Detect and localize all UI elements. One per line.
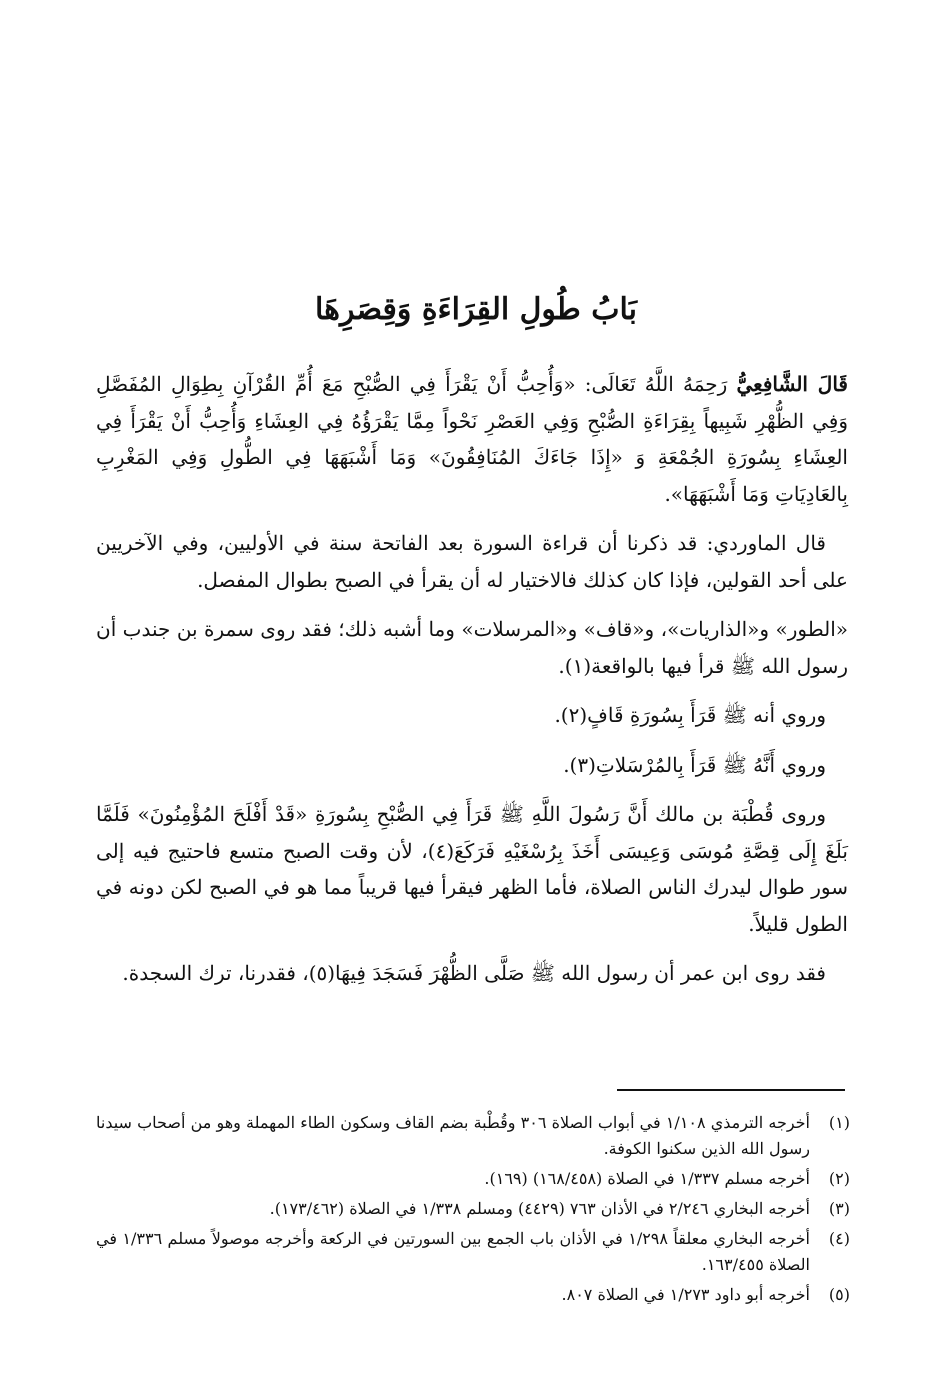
footnote: [96, 1226, 850, 1278]
paragraph-text: وروي أَنَّهُ ﷺ قَرَأَ بِالمُرْسَلاتِ(٣).: [563, 752, 826, 777]
footnote-separator: [617, 1089, 845, 1091]
paragraph: [96, 747, 848, 784]
footnote-number: (٣): [828, 1199, 850, 1218]
paragraph: [96, 697, 848, 734]
paragraph: [96, 955, 848, 992]
speaker-label: قَالَ الشَّافِعِيُّ: [736, 372, 848, 396]
main-text: [96, 366, 848, 1005]
footnote-number: (٥): [828, 1285, 850, 1304]
paragraph-text: قال الماوردي: قد ذكرنا أن قراءة السورة بعد الفاتحة سنة في الأوليين، وفي الآخريين على أحد القولين، فإذا كان كذلك فالاختيار له أن يقرأ في الصبح بطوال المفصل.: [96, 531, 848, 592]
footnote-text: أخرجه الترمذي ١/١٠٨ في أبواب الصلاة ٣٠٦ وقُطْبة بضم القاف وسكون الطاء المهملة وهو من أصحاب سيدنا رسول الله الذين سكنوا الكوفة.: [96, 1113, 811, 1158]
footnote-text: أخرجه مسلم ١/٣٣٧ في الصلاة (١٦٨/٤٥٨) (١٦٩).: [484, 1169, 810, 1188]
paragraph-text: وروي أنه ﷺ قَرَأَ بِسُورَةِ قَافٍ(٢).: [554, 703, 826, 727]
paragraph-text: رَحِمَهُ اللَّهُ تَعَالَى: «وَأُحِبُّ أَنْ يَقْرَأَ فِي الصُّبْحِ مَعَ أُمِّ القُرْآنِ بِطِوَالِ المُفَصَّلِ وَفِي الظُّهْرِ شَبِيهاً بِقِرَاءَةِ الصُّبْحِ وَفِي العَصْرِ نَحْواً مِمَّا يَقْرَؤُهُ فِي العِشَاءِ وَأُحِبُّ أَنْ يَقْرَأَ فِي العِشَاءِ بِسُورَةِ الجُمْعَةِ وَ «إِذَا جَاءَكَ المُنَافِقُونَ» وَمَا أَشْبَهَهَا فِي الطُّولِ وَفِي المَغْرِبِ بِالعَادِيَاتِ وَمَا أَشْبَهَهَا».: [96, 372, 848, 506]
footnotes: [96, 1110, 850, 1312]
paragraph-text: فقد روى ابن عمر أن رسول الله ﷺ صَلَّى الظُّهْرَ فَسَجَدَ فِيهَا(٥)، فقدرنا، ترك السجدة.: [122, 961, 826, 985]
footnote: [96, 1282, 850, 1308]
footnote-text: أخرجه أبو داود ١/٢٧٣ في الصلاة ٨٠٧.: [561, 1285, 810, 1304]
paragraph: [96, 366, 848, 512]
footnote: [96, 1166, 850, 1192]
footnote-number: (٤): [828, 1229, 850, 1248]
footnote-text: أخرجه البخاري معلقاً ١/٢٩٨ في الأذان باب الجمع بين السورتين في الركعة وأخرجه موصولاً مسلم ١/٣٣٦ في الصلاة ١٦٣/٤٥٥.: [96, 1229, 810, 1274]
chapter-title: بَابُ طُولِ القِرَاءَةِ وَقِصَرِهَا: [315, 292, 637, 327]
paragraph: [96, 796, 848, 942]
paragraph: [96, 525, 848, 598]
footnote-number: (١): [828, 1113, 850, 1132]
paragraph-text: «الطور» و«الذاريات»، و«قاف» و«المرسلات» وما أشبه ذلك؛ فقد روى سمرة بن جندب أن رسول الله ﷺ قرأ فيها بالواقعة(١).: [96, 617, 848, 678]
footnote-text: أخرجه البخاري ٢/٢٤٦ في الأذان ٧٦٣ (٤٤٢٩) ومسلم ١/٣٣٨ في الصلاة (١٧٣/٤٦٢).: [269, 1199, 810, 1218]
paragraph: [96, 611, 848, 684]
footnote: [96, 1110, 850, 1162]
footnote-number: (٢): [828, 1169, 850, 1188]
footnote: [96, 1196, 850, 1222]
paragraph-text: وروى قُطْبَة بن مالك أَنَّ رَسُولَ اللَّهِ ﷺ قَرَأَ فِي الصُّبْحِ بِسُورَةِ «قَدْ أَفْلَحَ المُؤْمِنُونَ» فَلَمَّا بَلَغَ إِلَى قِصَّةِ مُوسَى وَعِيسَى أَخَذَ بِرُسْغَيْهِ فَرَكَعَ(٤)، لأن وقت الصبح متسع فاحتيج فيه إلى سور طوال ليدرك الناس الصلاة، فأما الظهر فيقرأ فيها قريباً مما هو في الصبح لكن دونه في الطول قليلاً.: [96, 802, 848, 936]
